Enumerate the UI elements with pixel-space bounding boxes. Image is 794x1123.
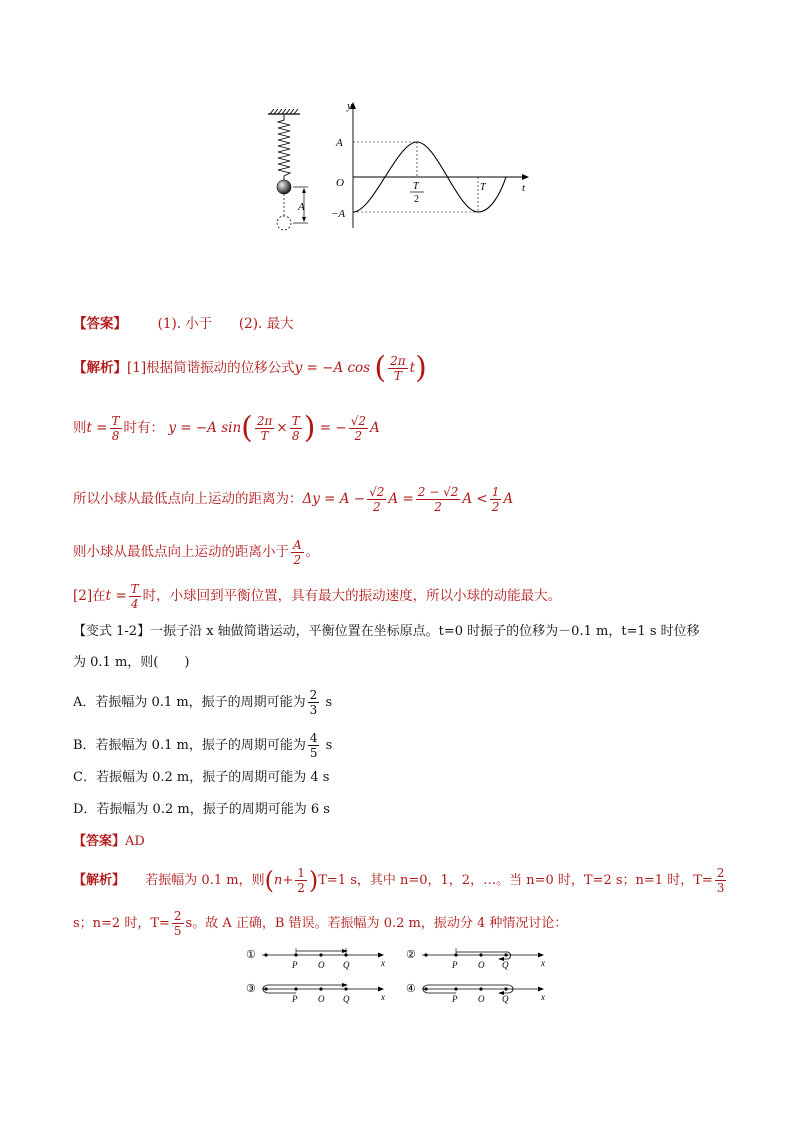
spring-oscillation-figure [260,100,540,235]
svg-text:O: O [318,994,325,1004]
analysis-2-line-2: s；n=2 时，T= $\frac{2}{5}$ s。故 A 正确，B 错误。若振幅为 0.2 m，振动分 4 种情况讨论： [73,909,568,938]
option-a: A．若振幅为 0.1 m，振子的周期可能为 $\frac{2}{3}$ s [73,688,333,717]
question-line-1: 【变式 1-2】一振子沿 x 轴做简谐运动，平衡位置在坐标原点。t=0 时振子的位移为－0.1 m，t=1 s 时位移 [73,624,700,639]
svg-text:T: T [413,181,419,192]
svg-text:O: O [478,960,485,970]
case-4-diagram [406,983,545,1004]
case-1-diagram [246,948,385,970]
option-c: C．若振幅为 0.2 m，振子的周期可能为 4 s [73,770,330,785]
question-line-2: 为 0.1 m，则( ) [73,655,190,670]
svg-text:Q: Q [502,994,509,1004]
svg-text:−A: −A [331,208,346,220]
analysis-1-line-5: [2]在t = $\frac{T}{4}$ 时，小球回到平衡位置，具有最大的振动速度，所以小球的动能最大。 [73,582,562,611]
svg-text:y: y [347,100,352,112]
cases-svg [240,940,560,1004]
svg-text:O: O [478,994,485,1004]
svg-text:T: T [480,182,486,193]
spring-A-label: A [298,201,305,213]
svg-text:t: t [522,182,526,194]
option-b: B．若振幅为 0.1 m，振子的周期可能为 $\frac{4}{5}$ s [73,731,333,760]
svg-text:O: O [318,960,325,970]
svg-text:Q: Q [343,994,350,1004]
svg-text:O: O [336,177,344,189]
spring [278,114,290,180]
svg-text:P: P [292,994,298,1004]
svg-text:P: P [292,960,298,970]
svg-text:A: A [336,137,343,149]
svg-text:x: x [381,992,385,1002]
svg-text:2: 2 [414,194,419,205]
svg-text:①: ① [246,949,256,961]
case-2-diagram [406,948,545,970]
svg-text:③: ③ [246,983,256,995]
answer-2: 【答案】AD [73,834,145,849]
dashed-ball [277,216,291,230]
option-d: D．若振幅为 0.2 m，振子的周期可能为 6 s [73,802,330,817]
analysis-1-line-3: 所以小球从最低点向上运动的距离为：Δy = A − $\frac{√2}{2}$ A = $\frac{2 - √2}{2}$ A < $\frac{1}{2}$ A [73,485,514,514]
svg-text:Q: Q [343,960,350,970]
case-3-diagram [246,983,385,1004]
svg-text:x: x [541,958,545,968]
svg-text:④: ④ [406,983,416,995]
svg-text:Q: Q [502,960,509,970]
cases-figure [240,940,560,1004]
svg-text:②: ② [406,949,416,961]
svg-text:x: x [381,958,385,968]
analysis-1-line-2: 则t = $\frac{T}{8}$ 时有： y = −A sin( $\frac{2\pi}{T}$ × $\frac{T}{8}$ ) = − $\frac{√2}{2}$ A [73,410,380,446]
analysis-1-line-4: 则小球从最低点向上运动的距离小于 $\frac{A}{2}$ 。 [73,538,320,567]
svg-text:P: P [452,994,458,1004]
ball [277,180,291,194]
svg-text:x: x [541,992,545,1002]
figure-svg [260,100,540,235]
svg-text:P: P [452,960,458,970]
analysis-1-line-1: 【解析】[1]根据简谐振动的位移公式y = −A cos ( $\frac{2\pi}{T}$ t) [73,350,427,386]
answer-1: 【答案】 (1). 小于 (2). 最大 [73,316,294,332]
analysis-2-line-1: 【解析】 若振幅为 0.1 m，则(n+ $\frac{1}{2}$ )T=1 s，其中 n=0，1，2，…。当 n=0 时，T=2 s；n=1 时，T= $\frac{2}{3}$ [73,866,725,895]
